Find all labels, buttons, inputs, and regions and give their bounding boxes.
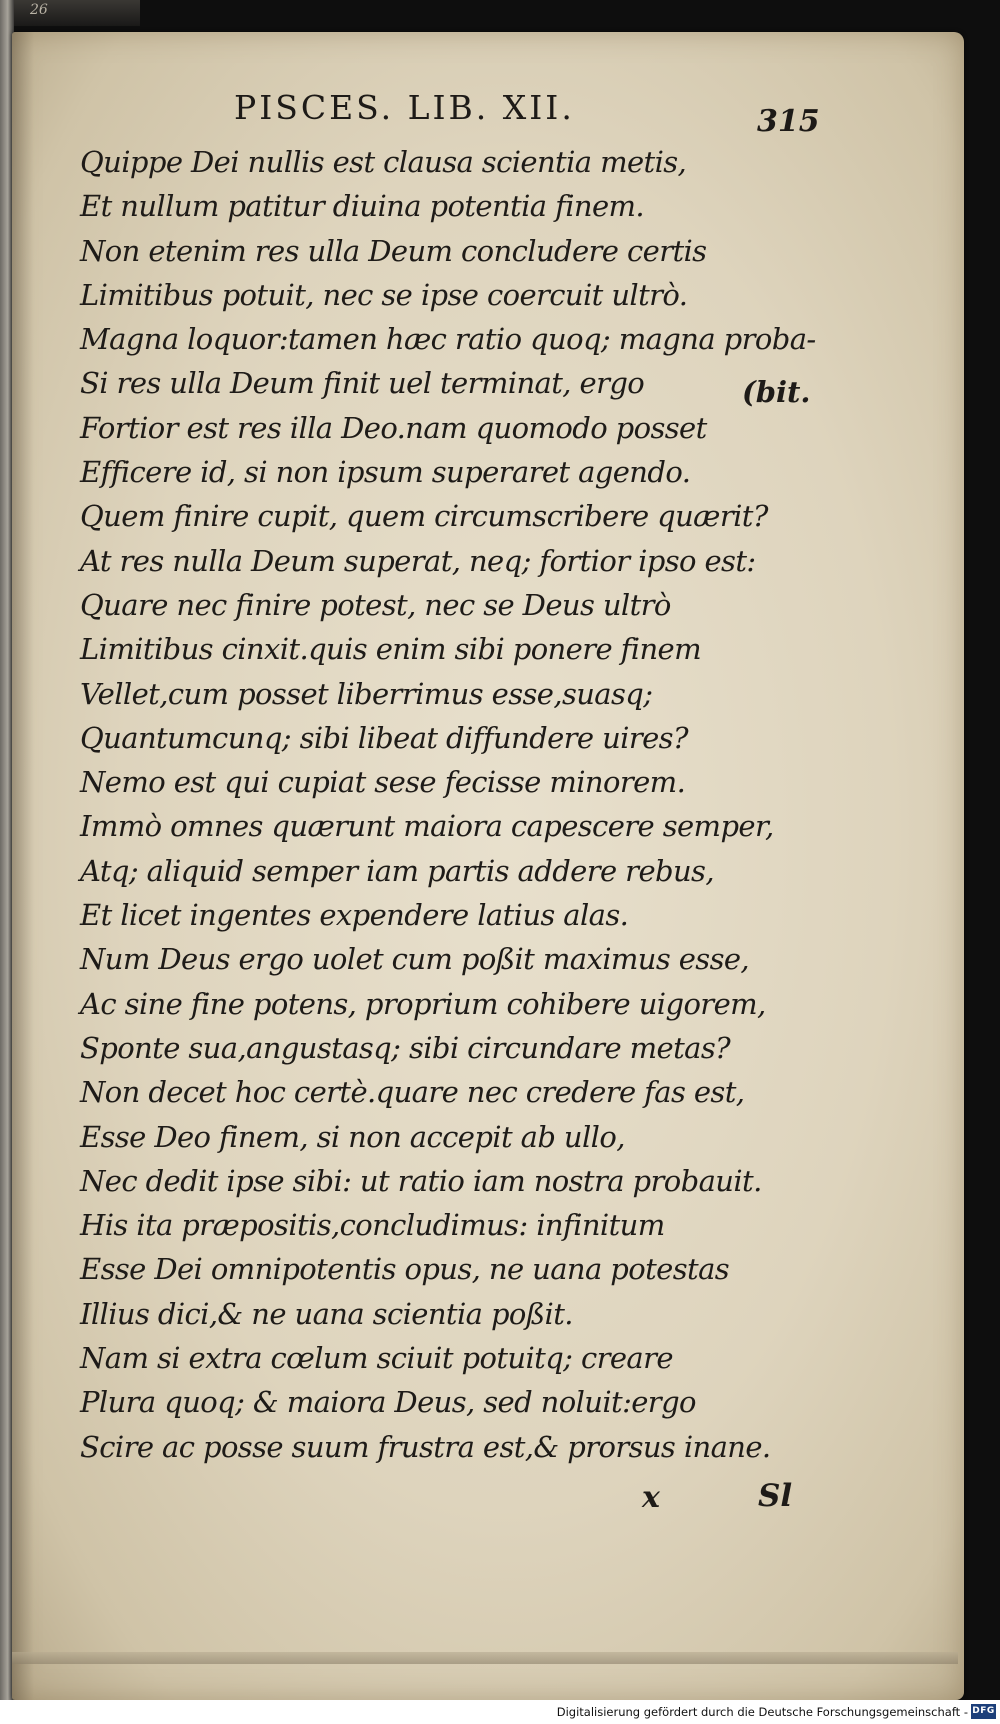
catchword: Sl <box>758 1478 793 1514</box>
verse-line: Esse Dei omnipotentis opus, ne uana potestas <box>80 1252 730 1287</box>
verse-line: Et licet ingentes expendere latius alas. <box>80 898 629 933</box>
verse-line: Non etenim res ulla Deum concludere certis <box>80 233 707 268</box>
verse-line: Fortior est res illa Deo.nam quomodo posset <box>80 410 707 445</box>
verse-line: Immò omnes quærunt maiora capescere semper, <box>80 809 774 844</box>
verse-line: Nam si extra cœlum sciuit potuitq; creare <box>80 1341 673 1376</box>
verse-line: Limitibus potuit, nec se ipse coercuit ultrò. <box>80 277 688 312</box>
verse-line: Si res ulla Deum finit uel terminat, ergo <box>80 366 645 401</box>
verse-text <box>80 140 820 1469</box>
verse-line: Limitibus cinxit.quis enim sibi ponere finem <box>80 632 701 667</box>
verse-line: Et nullum patitur diuina potentia finem. <box>80 189 645 224</box>
corner-mark: 26 <box>30 2 48 18</box>
verse-line: At res nulla Deum superat, neq; fortior ipso est: <box>80 543 756 578</box>
verse-line: Nec dedit ipse sibi: ut ratio iam nostra probauit. <box>80 1163 762 1198</box>
dfg-logo-icon[interactable]: DFG <box>971 1704 996 1719</box>
verse-line: Magna loquor:tamen hæc ratio quoq; magna proba- <box>80 322 816 357</box>
footer-bar <box>0 1700 1000 1724</box>
page-number: 315 <box>757 104 820 139</box>
verse-line: Plura quoq; & maiora Deus, sed noluit:ergo <box>80 1385 696 1420</box>
running-head: PISCES. LIB. XII. <box>234 88 575 127</box>
verse-line: Illius dici,& ne uana scientia poßit. <box>80 1296 573 1331</box>
funding-note: Digitalisierung gefördert durch die Deutsche Forschungsgemeinschaft - <box>556 1705 968 1719</box>
verse-line: Atq; aliquid semper iam partis addere rebus, <box>80 853 714 888</box>
turnover-word: (bit. <box>742 375 811 409</box>
signature-mark: x <box>642 1480 660 1515</box>
verse-line: Quem finire cupit, quem circumscribere quærit? <box>80 499 768 534</box>
previous-page-strip <box>14 0 140 26</box>
verse-line: Nemo est qui cupiat sese fecisse minorem. <box>80 765 686 800</box>
verse-line: Ac sine fine potens, proprium cohibere uigorem, <box>80 986 766 1021</box>
verse-line: Efficere id, si non ipsum superaret agendo. <box>80 455 691 490</box>
verse-line: Quare nec finire potest, nec se Deus ultrò <box>80 587 671 622</box>
verse-line: His ita præpositis,concludimus: infinitum <box>80 1208 665 1243</box>
verse-line: Num Deus ergo uolet cum poßit maximus esse, <box>80 942 750 977</box>
verse-line: Vellet,cum posset liberrimus esse,suasq; <box>80 676 653 711</box>
page-bottom-edge <box>12 1652 958 1664</box>
verse-line: Quantumcunq; sibi libeat diffundere uires? <box>80 720 688 755</box>
verse-line: Scire ac posse suum frustra est,& prorsus inane. <box>80 1429 771 1464</box>
verse-line: Quippe Dei nullis est clausa scientia metis, <box>80 145 687 179</box>
verse-line: Sponte sua,angustasq; sibi circundare metas? <box>80 1030 731 1065</box>
verse-line: Esse Deo finem, si non accepit ab ullo, <box>80 1119 625 1154</box>
verse-line: Non decet hoc certè.quare nec credere fas est, <box>80 1075 745 1110</box>
